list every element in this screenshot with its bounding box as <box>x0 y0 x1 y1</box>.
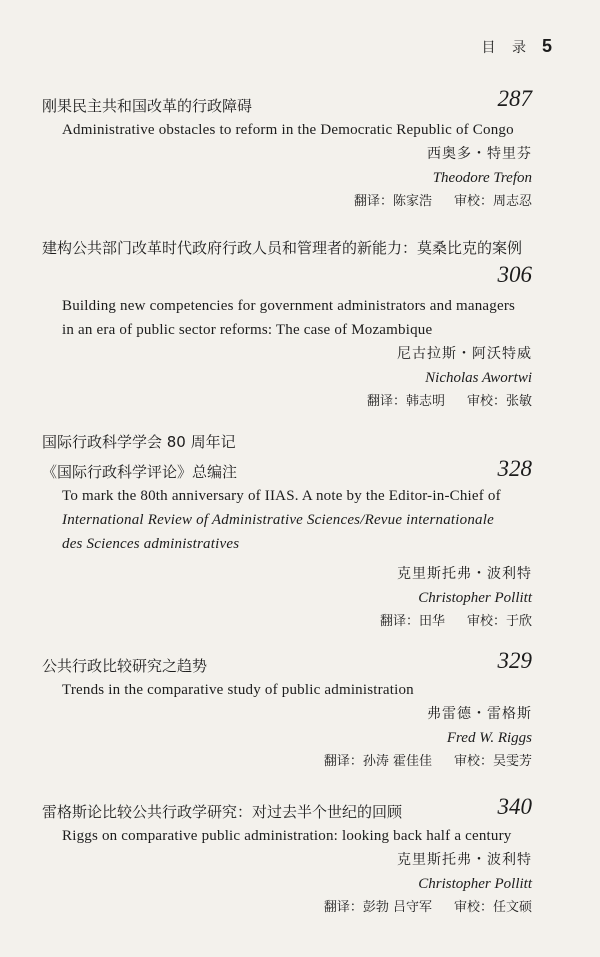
entry-title-en <box>42 532 532 556</box>
entry-title-en: Riggs on comparative public administration: looking back half a century <box>62 828 512 844</box>
reviewer: 审校：任文硕 <box>453 900 532 915</box>
author-name-zh: 尼古拉斯・阿沃特威 <box>397 346 532 362</box>
author-name-zh: 克里斯托弗・波利特 <box>397 566 532 582</box>
credits <box>42 896 532 920</box>
entry-title-en: Administrative obstacles to reform in the Democratic Republic of Congo <box>62 122 514 138</box>
reviewer: 审校：张敏 <box>466 394 532 409</box>
entry-page-number[interactable]: 328 <box>497 456 532 481</box>
translator: 翻译：孙涛 霍佳佳 <box>323 754 432 769</box>
author-name-en: Fred W. Riggs <box>446 730 532 746</box>
author-name-en: Nicholas Awortwi <box>425 370 532 386</box>
entry-title-en: Trends in the comparative study of public administration <box>62 682 414 698</box>
entry-title-zh[interactable]: 雷格斯论比较公共行政学研究：对过去半个世纪的回顾 <box>42 803 403 821</box>
author-name-zh: 西奥多・特里芬 <box>427 146 532 162</box>
translator: 翻译：彭勃 吕守军 <box>323 900 432 915</box>
entry-title-en: Building new competencies for government administrators and managers <box>62 298 516 314</box>
section-title: 目 录 <box>481 40 532 56</box>
running-header <box>482 36 552 57</box>
reviewer: 审校：于欣 <box>466 614 532 629</box>
entry-page-number[interactable]: 306 <box>497 262 532 287</box>
journal-name: des Sciences administratives <box>62 536 240 552</box>
toc-entry <box>42 238 532 414</box>
translator: 翻译：韩志明 <box>366 394 445 409</box>
entry-page-number[interactable]: 329 <box>497 648 532 673</box>
translator: 翻译：陈家浩 <box>353 194 432 209</box>
author-name-zh: 弗雷德・雷格斯 <box>427 706 532 722</box>
toc-entry <box>42 432 532 634</box>
credits <box>42 190 532 214</box>
author-name-en: Christopher Pollitt <box>418 876 532 892</box>
entry-title-zh[interactable]: 公共行政比较研究之趋势 <box>42 657 208 675</box>
translator: 翻译：田华 <box>379 614 445 629</box>
entry-title-zh[interactable]: 国际行政科学学会 80 周年记 <box>42 433 236 451</box>
entry-title-en <box>42 508 532 532</box>
author-name-en: Theodore Trefon <box>432 170 532 186</box>
toc-entry <box>42 794 532 920</box>
credits <box>42 610 532 634</box>
entry-page-number[interactable]: 287 <box>497 86 532 111</box>
journal-name: International Review of Administrative Sciences/Revue internationale <box>62 512 494 528</box>
page-number: 5 <box>541 36 552 56</box>
entry-page-number[interactable]: 340 <box>497 794 532 819</box>
entry-title-en: To mark the 80th anniversary of IIAS. A note by the Editor-in-Chief of <box>62 488 501 504</box>
entry-title-zh[interactable]: 建构公共部门改革时代政府行政人员和管理者的新能力：莫桑比克的案例 <box>42 239 523 257</box>
credits <box>42 390 532 414</box>
entry-title-en: in an era of public sector reforms: The case of Mozambique <box>62 322 433 338</box>
entry-title-zh[interactable]: 刚果民主共和国改革的行政障碍 <box>42 97 253 115</box>
toc-entry <box>42 86 532 214</box>
author-name-en: Christopher Pollitt <box>418 590 532 606</box>
reviewer: 审校：吴雯芳 <box>453 754 532 769</box>
reviewer: 审校：周志忍 <box>453 194 532 209</box>
toc-entry <box>42 648 532 774</box>
entry-subtitle-zh[interactable]: 《国际行政科学评论》总编注 <box>42 463 238 481</box>
credits <box>42 750 532 774</box>
author-name-zh: 克里斯托弗・波利特 <box>397 852 532 868</box>
